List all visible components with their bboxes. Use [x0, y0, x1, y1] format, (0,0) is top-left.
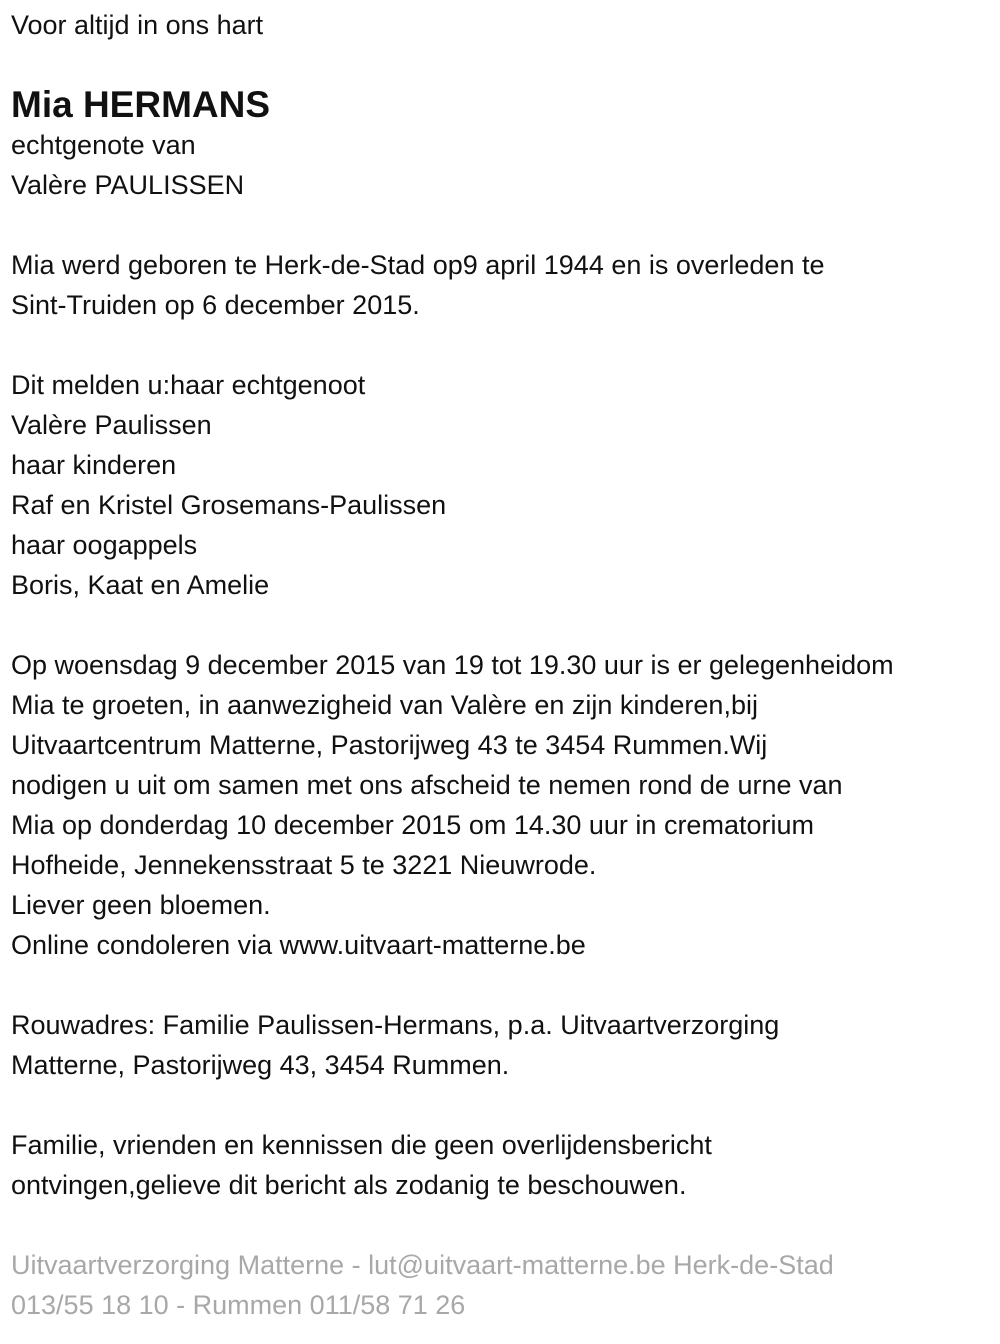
ceremony-line: Uitvaartcentrum Matterne, Pastorijweg 43 te 3454 Rummen.Wij	[11, 730, 768, 760]
notice-line: ontvingen,gelieve dit bericht als zodanig te beschouwen.	[11, 1170, 687, 1200]
ceremony-line: Online condoleren via www.uitvaart-matterne.be	[11, 930, 586, 960]
spouse-block	[11, 125, 894, 205]
family-line: haar kinderen	[11, 450, 177, 480]
ceremony-line: Op woensdag 9 december 2015 van 19 tot 19.30 uur is er gelegenheidom	[11, 650, 894, 680]
footer-line: 013/55 18 10 - Rummen 011/58 71 26	[11, 1290, 466, 1320]
spouse-line: echtgenote van	[11, 130, 196, 160]
notice-line: Familie, vrienden en kennissen die geen overlijdensbericht	[11, 1130, 712, 1160]
ceremony-block	[11, 645, 894, 965]
family-line: Boris, Kaat en Amelie	[11, 570, 270, 600]
footer-block	[11, 1245, 894, 1325]
ceremony-line: Hofheide, Jennekensstraat 5 te 3221 Nieuwrode.	[11, 850, 597, 880]
notice-block	[11, 1125, 894, 1205]
address-line: Rouwadres: Familie Paulissen-Hermans, p.a. Uitvaartverzorging	[11, 1010, 780, 1040]
family-block	[11, 365, 894, 605]
family-line: haar oogappels	[11, 530, 198, 560]
footer-line: Uitvaartverzorging Matterne - lut@uitvaart-matterne.be Herk-de-Stad	[11, 1250, 834, 1280]
ceremony-line: nodigen u uit om samen met ons afscheid te nemen rond de urne van	[11, 770, 843, 800]
birth-line: Sint-Truiden op 6 december 2015.	[11, 290, 420, 320]
birth-line: Mia werd geboren te Herk-de-Stad op9 april 1944 en is overleden te	[11, 250, 825, 280]
address-line: Matterne, Pastorijweg 43, 3454 Rummen.	[11, 1050, 510, 1080]
address-block	[11, 1005, 894, 1085]
birth-block	[11, 245, 894, 325]
deceased-name: Mia HERMANS	[11, 84, 271, 125]
ceremony-line: Mia te groeten, in aanwezigheid van Valère en zijn kinderen,bij	[11, 690, 758, 720]
obituary	[11, 5, 894, 1325]
family-line: Valère Paulissen	[11, 410, 212, 440]
spouse-line: Valère PAULISSEN	[11, 170, 245, 200]
family-line: Dit melden u:haar echtgenoot	[11, 370, 366, 400]
tagline: Voor altijd in ons hart	[11, 10, 264, 40]
ceremony-line: Mia op donderdag 10 december 2015 om 14.30 uur in crematorium	[11, 810, 814, 840]
family-line: Raf en Kristel Grosemans-Paulissen	[11, 490, 447, 520]
ceremony-line: Liever geen bloemen.	[11, 890, 271, 920]
